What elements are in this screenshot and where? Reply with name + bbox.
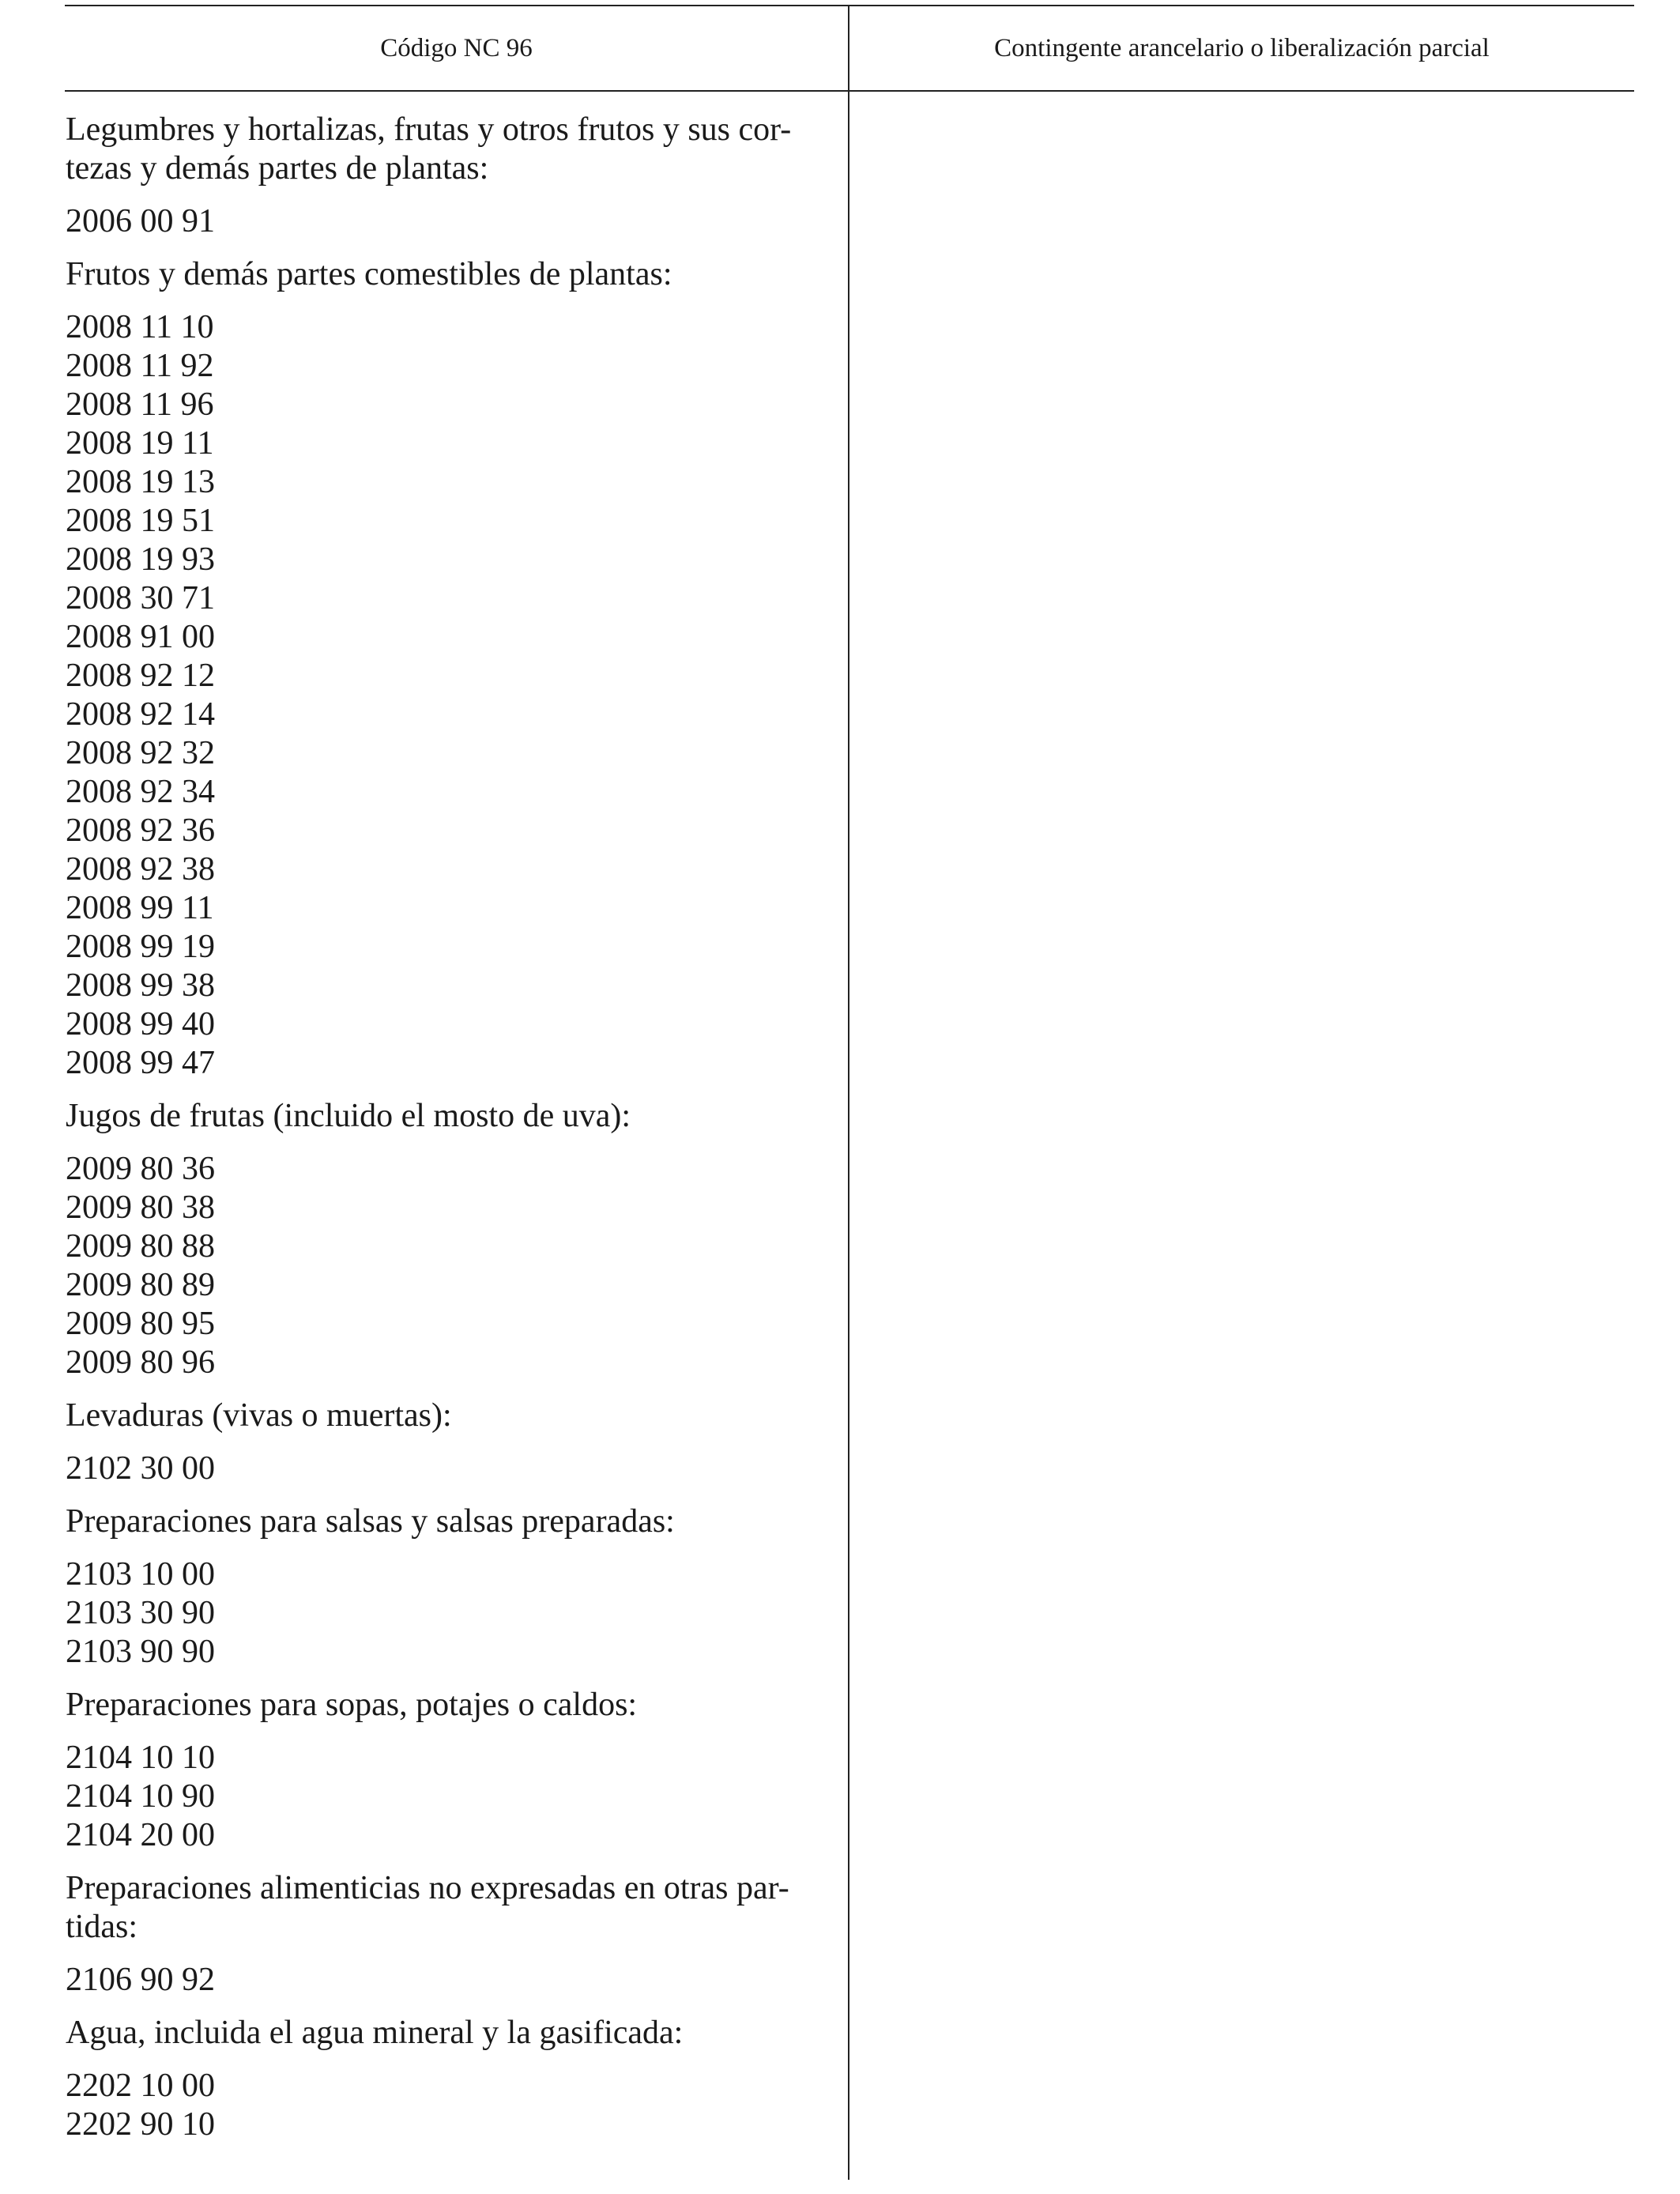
code-list (66, 1739, 828, 1855)
section-heading (66, 1869, 828, 1947)
nc-code: 2009 80 95 (66, 1306, 215, 1342)
section-heading (66, 1097, 828, 1136)
tariff-section (66, 2014, 828, 2144)
nc-code: 2104 10 10 (66, 1740, 215, 1776)
code-list (66, 1961, 828, 2000)
section-heading (66, 111, 828, 188)
nc-code: 2008 92 12 (66, 658, 215, 694)
section-heading-line: Preparaciones alimenticias no expresadas en otras par- (66, 1870, 789, 1906)
nc-code: 2009 80 88 (66, 1228, 215, 1265)
code-list (66, 1449, 828, 1488)
nc-code: 2008 99 40 (66, 1006, 215, 1042)
nc-code: 2008 19 51 (66, 503, 215, 539)
tariff-section (66, 111, 828, 241)
nc-code: 2104 20 00 (66, 1817, 215, 1853)
nc-code: 2103 30 90 (66, 1595, 215, 1631)
section-heading (66, 1686, 828, 1725)
nc-code: 2104 10 90 (66, 1778, 215, 1815)
header-code-column: Código NC 96 (380, 33, 533, 62)
tariff-section (66, 1869, 828, 2000)
section-heading-line: tidas: (66, 1909, 137, 1945)
nc-code: 2008 92 38 (66, 851, 215, 888)
nc-code: 2008 99 38 (66, 967, 215, 1004)
nc-code: 2008 19 93 (66, 541, 215, 578)
section-heading-line: Jugos de frutas (incluido el mosto de uva): (66, 1098, 631, 1134)
nc-code: 2008 11 10 (66, 309, 214, 345)
nc-code: 2009 80 89 (66, 1267, 215, 1303)
tariff-section (66, 255, 828, 1083)
section-heading-line: Legumbres y hortalizas, frutas y otros frutos y sus cor- (66, 111, 792, 148)
nc-code: 2009 80 36 (66, 1151, 215, 1187)
nc-code: 2008 91 00 (66, 619, 215, 655)
section-heading-line: Preparaciones para salsas y salsas preparadas: (66, 1503, 675, 1540)
code-list (66, 1150, 828, 1382)
nc-code: 2008 99 19 (66, 929, 215, 965)
nc-code: 2008 99 47 (66, 1045, 215, 1081)
nc-code: 2008 92 32 (66, 735, 215, 771)
code-list (66, 308, 828, 1083)
tariff-section (66, 1686, 828, 1855)
tariff-section (66, 1397, 828, 1488)
nc-code: 2008 92 14 (66, 696, 215, 733)
section-heading-line: Agua, incluida el agua mineral y la gasificada: (66, 2015, 684, 2051)
nc-code: 2008 92 34 (66, 774, 215, 810)
nc-code: 2008 30 71 (66, 580, 215, 616)
nc-code: 2202 10 00 (66, 2068, 215, 2104)
section-heading-line: Levaduras (vivas o muertas): (66, 1397, 452, 1434)
section-heading-line: Frutos y demás partes comestibles de plantas: (66, 256, 672, 292)
code-list (66, 2067, 828, 2144)
nc-code: 2009 80 38 (66, 1189, 215, 1226)
section-heading (66, 1397, 828, 1435)
nc-code: 2008 11 92 (66, 348, 214, 384)
nc-code: 2102 30 00 (66, 1450, 215, 1487)
section-heading-line: Preparaciones para sopas, potajes o caldos: (66, 1687, 638, 1723)
nc-code: 2008 19 11 (66, 425, 214, 462)
code-list (66, 202, 828, 241)
table-header-rule (65, 90, 1634, 92)
nc-code: 2103 90 90 (66, 1634, 215, 1670)
tariff-section (66, 1097, 828, 1382)
code-list (66, 1555, 828, 1672)
nc-code: 2008 19 13 (66, 464, 215, 500)
header-quota-column: Contingente arancelario o liberalización parcial (994, 33, 1490, 62)
nc-code: 2008 99 11 (66, 890, 214, 926)
table-column-divider (848, 5, 849, 2180)
nc-code: 2008 92 36 (66, 812, 215, 849)
nc-code: 2103 10 00 (66, 1556, 215, 1593)
nc-code: 2009 80 96 (66, 1344, 215, 1381)
nc-code: 2006 00 91 (66, 203, 215, 239)
code-column-content (66, 111, 828, 2144)
section-heading (66, 1502, 828, 1541)
section-heading-line: tezas y demás partes de plantas: (66, 150, 489, 187)
nc-code: 2008 11 96 (66, 386, 214, 423)
nc-code: 2202 90 10 (66, 2106, 215, 2143)
section-heading (66, 255, 828, 294)
section-heading (66, 2014, 828, 2053)
nc-code: 2106 90 92 (66, 1962, 215, 1998)
tariff-section (66, 1502, 828, 1672)
